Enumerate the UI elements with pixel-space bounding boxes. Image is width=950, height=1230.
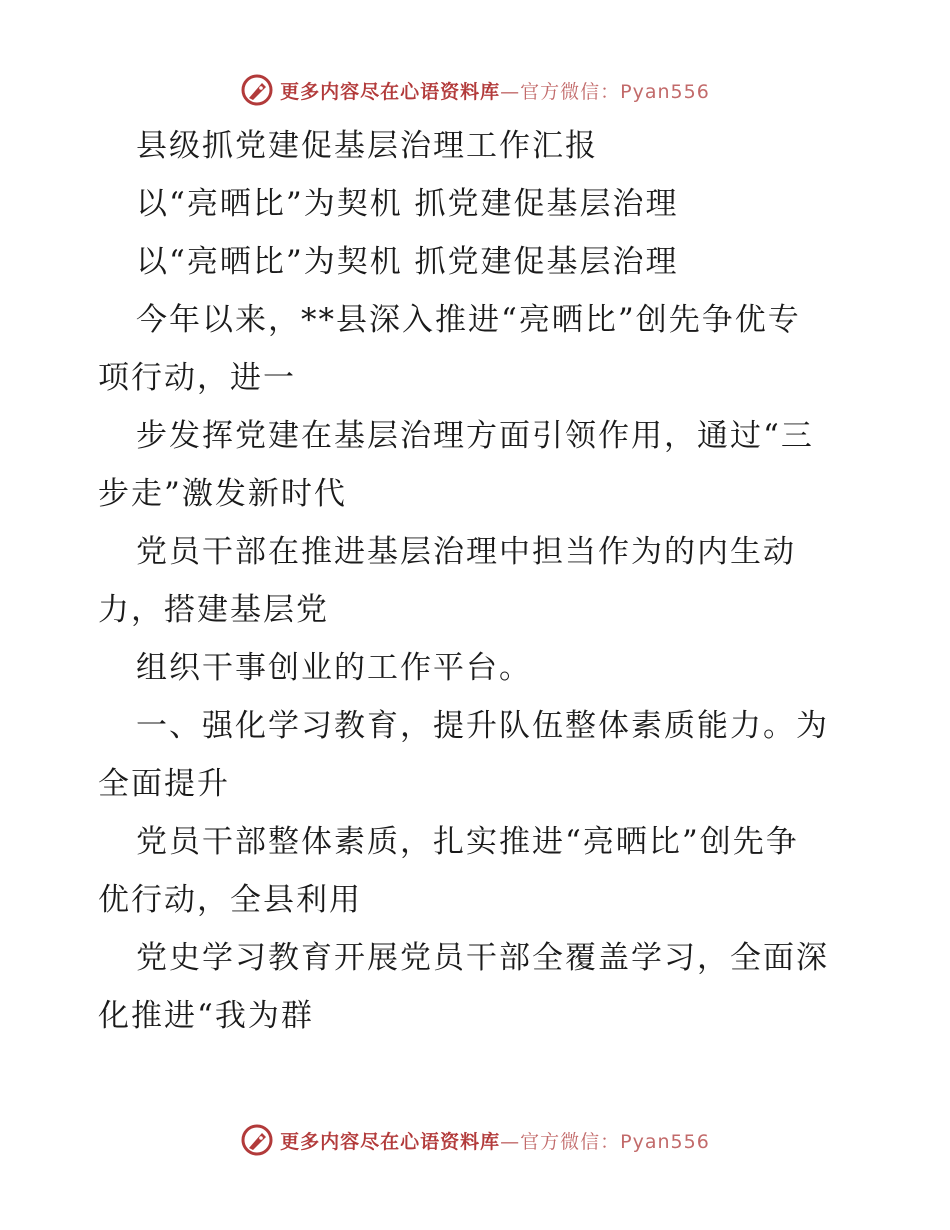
doc-line: 今年以来，**县深入推进“亮晒比”创先争优专 (136, 302, 801, 338)
header-watermark (0, 70, 950, 110)
doc-line: 党史学习教育开展党员干部全覆盖学习，全面深 (136, 940, 829, 976)
watermark-contact: —官方微信：Pyan556 (500, 1130, 710, 1153)
watermark-brand: 更多内容尽在心语资料库 (280, 80, 501, 103)
doc-line: 步发挥党建在基层治理方面引领作用，通过“三 (136, 418, 814, 454)
doc-line: 县级抓党建促基层治理工作汇报 (136, 128, 598, 164)
document-body (98, 117, 858, 1045)
doc-line: 力，搭建基层党 (98, 592, 329, 628)
footer-watermark (0, 1120, 950, 1160)
doc-line: 党员干部在推进基层治理中担当作为的内生动 (136, 534, 796, 570)
doc-line: 党员干部整体素质，扎实推进“亮晒比”创先争 (136, 824, 799, 860)
pen-nib-circle-icon (240, 73, 274, 107)
doc-line: 项行动，进一 (98, 360, 296, 396)
doc-line: 以“亮晒比”为契机 抓党建促基层治理 (136, 244, 679, 280)
doc-line: 组织干事创业的工作平台。 (136, 650, 532, 686)
doc-line: 优行动，全县利用 (98, 882, 362, 918)
watermark-text (280, 77, 710, 104)
doc-line: 一、强化学习教育，提升队伍整体素质能力。为 (136, 708, 829, 744)
pen-nib-circle-icon (240, 1123, 274, 1157)
watermark-contact: —官方微信：Pyan556 (500, 80, 710, 103)
doc-line: 以“亮晒比”为契机 抓党建促基层治理 (136, 186, 679, 222)
doc-line: 化推进“我为群 (98, 998, 314, 1034)
doc-line: 全面提升 (98, 766, 230, 802)
watermark-brand: 更多内容尽在心语资料库 (280, 1130, 501, 1153)
watermark-text (280, 1127, 710, 1154)
doc-line: 步走”激发新时代 (98, 476, 347, 512)
